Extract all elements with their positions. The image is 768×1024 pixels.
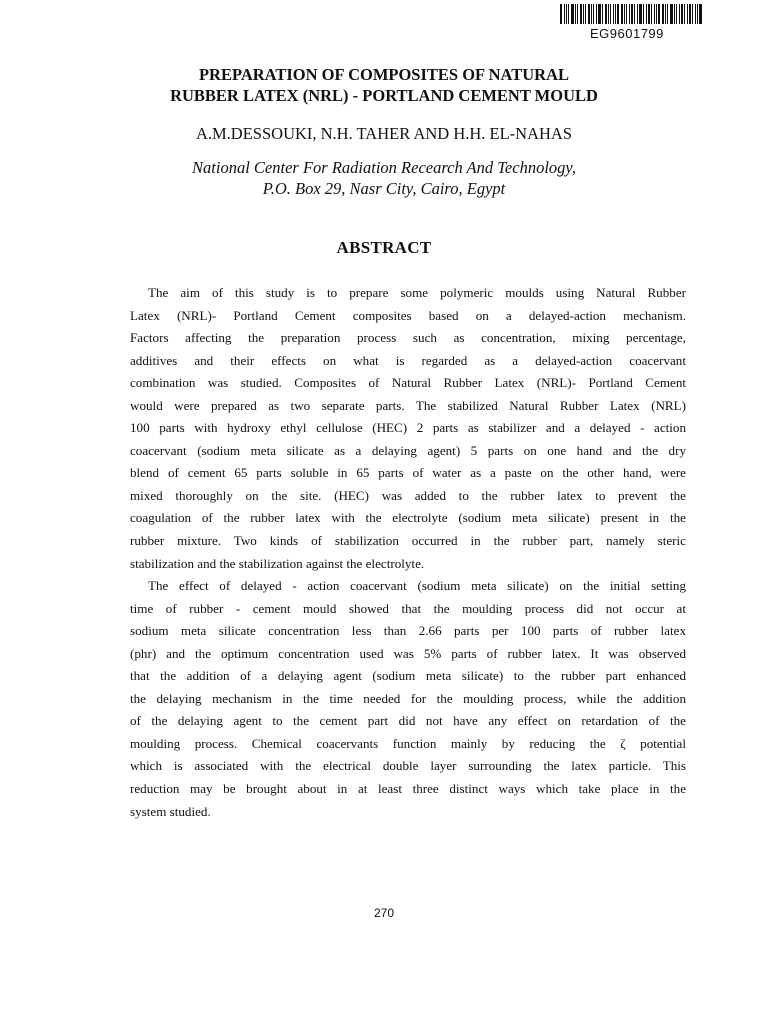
barcode-bar	[648, 4, 650, 24]
abstract-paragraph-2	[130, 575, 686, 823]
barcode-bar	[681, 4, 683, 24]
text-line: rubber mixture. Two kinds of stabilization occurred in the rubber part, namely steric	[130, 533, 686, 549]
barcode-bar	[596, 4, 597, 24]
abstract-paragraph-1	[130, 282, 686, 575]
barcode-bar	[695, 4, 696, 24]
barcode-bar	[667, 4, 668, 24]
barcode-bar	[654, 4, 655, 24]
barcode-bar	[615, 4, 616, 24]
barcode-bar	[564, 4, 565, 24]
document-id: EG9601799	[590, 26, 664, 41]
text-line: coacervant (sodium meta silicate as a delaying agent) 5 parts on one hand and the dry	[130, 442, 686, 458]
barcode-bar	[577, 4, 578, 24]
barcode-bar	[617, 4, 619, 24]
barcode-image	[560, 4, 704, 24]
barcode-bar	[646, 4, 647, 24]
author-affiliation	[0, 157, 768, 199]
text-line: would were prepared as two separate parts. The stabilized Natural Rubber Latex (NRL)	[130, 397, 686, 413]
barcode-bar	[684, 4, 685, 24]
barcode-bar	[571, 4, 574, 24]
page-number: 270	[373, 906, 395, 920]
barcode-bar	[692, 4, 693, 24]
text-line: time of rubber - cement mould showed that the moulding process did not occur at	[130, 600, 686, 616]
barcode-bar	[598, 4, 601, 24]
barcode-bar	[670, 4, 673, 24]
barcode-bar	[583, 4, 584, 24]
text-line: of the delaying agent to the cement part did not have any effect on retardation of the	[130, 713, 686, 729]
text-line: mixed thoroughly on the site. (HEC) was added to the rubber latex to prevent the	[130, 487, 686, 503]
text-line: stabilization and the stabilization against the electrolyte.	[130, 555, 425, 571]
barcode-bar	[575, 4, 576, 24]
barcode-bar	[585, 4, 586, 24]
barcode-bar	[637, 4, 638, 24]
barcode-bar	[689, 4, 691, 24]
barcode-bar	[639, 4, 642, 24]
barcode-bar	[608, 4, 609, 24]
barcode-bar	[605, 4, 607, 24]
abstract-body	[130, 282, 686, 823]
barcode-bar	[580, 4, 582, 24]
barcode-bar	[643, 4, 644, 24]
barcode-bar	[566, 4, 567, 24]
barcode-bar	[674, 4, 675, 24]
text-line: combination was studied. Composites of Natural Rubber Latex (NRL)- Portland Cement	[130, 375, 686, 391]
barcode-bar	[697, 4, 698, 24]
barcode-bar	[665, 4, 666, 24]
text-line: which is associated with the electrical double layer surrounding the latex particle. This	[130, 758, 686, 774]
title-line-2: RUBBER LATEX (NRL) - PORTLAND CEMENT MOULD	[170, 86, 598, 105]
text-line: moulding process. Chemical coacervants function mainly by reducing the ζ potential	[130, 735, 686, 751]
barcode-bar	[613, 4, 614, 24]
affiliation-line-1: National Center For Radiation Recearch And Technology,	[192, 158, 576, 177]
text-line: Latex (NRL)- Portland Cement composites based on a delayed-action mechanism.	[130, 307, 686, 323]
text-line: additives and their effects on what is regarded as a delayed-action coacervant	[130, 352, 686, 368]
barcode-bar	[593, 4, 594, 24]
barcode-bar	[699, 4, 702, 24]
text-line: the delaying mechanism in the time needed for the moulding process, while the addition	[130, 690, 686, 706]
text-line: (phr) and the optimum concentration used was 5% parts of rubber latex. It was observed	[130, 645, 686, 661]
barcode-bar	[568, 4, 569, 24]
text-line: 100 parts with hydroxy ethyl cellulose (HEC) 2 parts as stabilizer and a delayed - action	[130, 420, 686, 436]
barcode-bar	[631, 4, 633, 24]
barcode-bar	[626, 4, 627, 24]
text-line: The effect of delayed - action coacervant (sodium meta silicate) on the initial setting	[148, 578, 686, 594]
text-line: that the addition of a delaying agent (sodium meta silicate) to the rubber part enhanced	[130, 668, 686, 684]
barcode-bar	[658, 4, 660, 24]
barcode-bar	[634, 4, 635, 24]
affiliation-line-2: P.O. Box 29, Nasr City, Cairo, Egypt	[262, 179, 506, 198]
barcode-bar	[588, 4, 590, 24]
text-line: Factors affecting the preparation process such as concentration, mixing percentage,	[130, 330, 686, 346]
text-line: coagulation of the rubber latex with the electrolyte (sodium meta silicate) present in the	[130, 510, 686, 526]
text-line: sodium meta silicate concentration less than 2.66 parts per 100 parts of rubber latex	[130, 623, 686, 639]
text-line: reduction may be brought about in at least three distinct ways which take place in the	[130, 781, 686, 797]
text-line: blend of cement 65 parts soluble in 65 parts of water as a paste on the other hand, were	[130, 465, 686, 481]
abstract-heading: ABSTRACT	[336, 238, 432, 257]
barcode-bar	[602, 4, 603, 24]
text-line: system studied.	[130, 803, 211, 819]
title-line-1: PREPARATION OF COMPOSITES OF NATURAL	[198, 65, 570, 84]
barcode-bar	[679, 4, 680, 24]
paper-title	[0, 64, 768, 106]
barcode-bar	[591, 4, 592, 24]
text-line: The aim of this study is to prepare some polymeric moulds using Natural Rubber	[148, 285, 686, 300]
barcode-bar	[610, 4, 611, 24]
barcode-bar	[651, 4, 652, 24]
barcode-bar	[656, 4, 657, 24]
author-list: A.M.DESSOUKI, N.H. TAHER AND H.H. EL-NAHAS	[195, 124, 573, 143]
barcode-bar	[560, 4, 562, 24]
barcode-bar	[621, 4, 624, 24]
barcode-bar	[624, 4, 625, 24]
barcode-bar	[662, 4, 664, 24]
barcode-bar	[687, 4, 688, 24]
barcode-bar	[629, 4, 630, 24]
barcode-bar	[676, 4, 677, 24]
